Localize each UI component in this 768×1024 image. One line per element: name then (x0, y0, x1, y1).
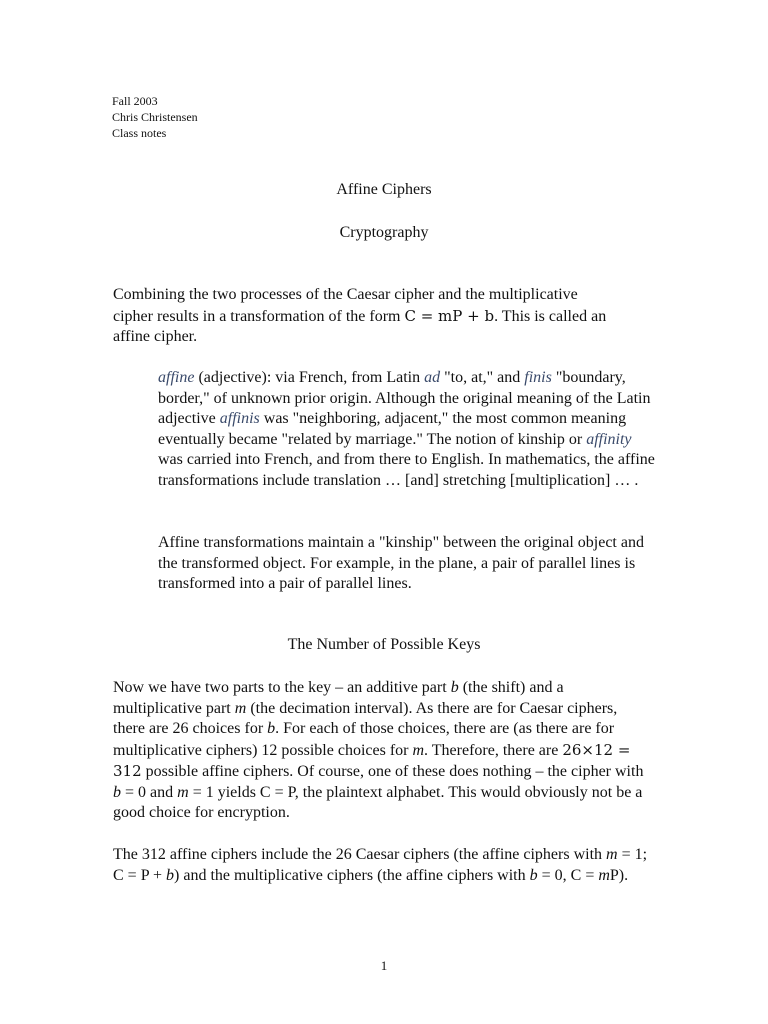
header-type: Class notes (112, 126, 167, 140)
etymology-quote: affine (adjective): via French, from Latin ad "to, at," and finis "boundary, border," of unknown prior origin. Although the original meaning of the Latin adjective affinis was "neighboring, adjacent," the most common meaning eventually became "related by marriage." The notion of kinship or affinity was carried into French, and from there to English. In mathematics, the affine transformations include translation … [and] stretching [multiplication] … . (158, 369, 655, 489)
document-title: Affine Ciphers (336, 181, 432, 198)
document-header (112, 93, 198, 141)
affine-formula: C = mP + b (404, 306, 495, 325)
header-term: Fall 2003 (112, 94, 158, 108)
section-heading: The Number of Possible Keys (287, 636, 481, 653)
key-count-formula: 26×12 = 312 (113, 740, 631, 780)
document-subtitle: Cryptography (339, 224, 429, 241)
intro-paragraph: Combining the two processes of the Caesar cipher and the multiplicative cipher results in a transformation of the form C = mP + b. This is called an affine cipher. (113, 286, 607, 345)
kinship-quote: Affine transformations maintain a "kinship" between the original object and the transformed object. For example, in the plane, a pair of parallel lines is transformed into a pair of parallel lines. (158, 534, 644, 592)
keys-paragraph: Now we have two parts to the key – an additive part b (the shift) and a multiplicative part m (the decimation interval). As there are for Caesar ciphers, there are 26 choices for b. For each of those choices, there are (as there are for multiplicative ciphers) 12 possible choices for m. Therefore, there are 26×12 = 312 possible affine ciphers. Of course, one of these does nothing – the cipher with b = 0 and m = 1 yields C = P, the plaintext alphabet. This would obviously not be a good choice for encryption. (113, 679, 644, 821)
page-number: 1 (380, 958, 388, 973)
header-author: Chris Christensen (112, 110, 198, 124)
cipher-types-paragraph: The 312 affine ciphers include the 26 Caesar ciphers (the affine ciphers with m = 1; C = P + b) and the multiplicative ciphers (the affine ciphers with b = 0, C = mP). (113, 846, 648, 884)
